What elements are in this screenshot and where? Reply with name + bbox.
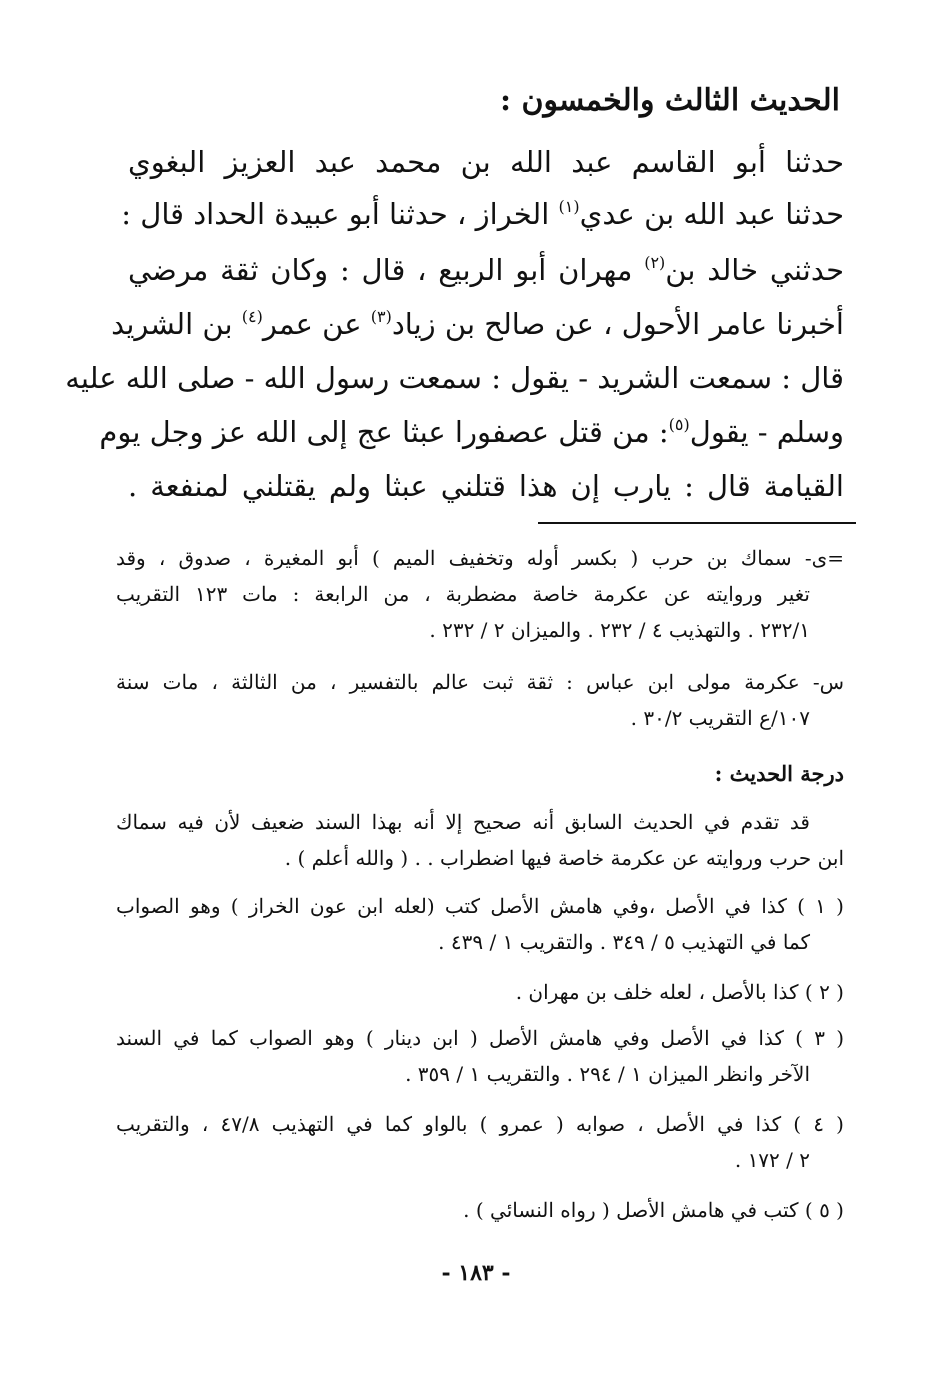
hadith-line-1: [128, 140, 844, 184]
hadith-line-2: [121, 192, 844, 236]
grade-heading: [116, 756, 844, 792]
footnote-marker-5: (٥): [668, 415, 690, 434]
hadith-line-6: [99, 410, 844, 454]
footnote-marker-4: (٤): [241, 307, 263, 326]
hadith-text: بن الشريد: [111, 307, 242, 341]
footnote-separator: [538, 522, 856, 524]
hadith-text: : من قتل عصفورا عبثا عج إلى الله عز وجل يوم: [99, 415, 669, 449]
note-line: =ى- سماك بن حرب ( بكسر أوله وتخفيف الميم ) أبو المغيرة ، صدوق ، وقد: [116, 546, 844, 570]
note-line: ( ٥ ) كتب في هامش الأصل ( رواه النسائي ) .: [463, 1198, 844, 1222]
note-line: قد تقدم في الحديث السابق أنه صحيح إلا أنه بهذا السند ضعيف لأن فيه سماك: [116, 810, 810, 834]
hadith-text: حدثني خالد بن: [665, 253, 844, 287]
note-line: تغير وروايته عن عكرمة خاصة مضطربة ، من الرابعة : مات ١٢٣ التقريب: [116, 582, 810, 606]
note-line: الآخر وانظر الميزان ١ / ٢٩٤ . والتقريب ١ / ٣٥٩ .: [405, 1062, 810, 1086]
hadith-text: الخراز ، حدثنا أبو عبيدة الحداد قال :: [121, 197, 559, 231]
hadith-text: قال : سمعت الشريد - يقول : سمعت رسول الله - صلى الله عليه: [65, 361, 844, 395]
footnote-5: [116, 1192, 844, 1228]
hadith-text: عن عمر: [262, 307, 371, 341]
note-line: ( ٣ ) كذا في الأصل وفي هامش الأصل ( ابن دينار ) وهو الصواب كما في السند: [116, 1026, 844, 1050]
note-line: ( ١ ) كذا في الأصل ،وفي هامش الأصل كتب (لعله ابن عون الخراز ) وهو الصواب: [116, 894, 844, 918]
hadith-text: وسلم - يقول: [689, 415, 844, 449]
note-simak: [116, 540, 844, 648]
note-line: س- عكرمة مولى ابن عباس : ثقة ثبت عالم بالتفسير ، من الثالثة ، مات سنة: [116, 670, 844, 694]
footnote-1: [116, 888, 844, 960]
page-number: - ١٨٣ -: [441, 1260, 511, 1286]
note-line: ١٠٧/ع التقريب ٣٠/٢ .: [630, 706, 810, 730]
note-line: ( ٤ ) كذا في الأصل ، صوابه ( عمرو ) بالواو كما في التهذيب ٤٧/٨ ، والتقريب: [116, 1112, 844, 1136]
hadith-line-3: [128, 248, 844, 292]
note-line: كما في التهذيب ٥ / ٣٤٩ . والتقريب ١ / ٤٣٩ .: [438, 930, 810, 954]
hadith-text: القيامة قال : يارب إن هذا قتلني عبثا ولم يقتلني لمنفعة .: [128, 469, 844, 503]
hadith-text: حدثنا أبو القاسم عبد الله بن محمد عبد العزيز البغوي: [128, 145, 844, 179]
hadith-line-4: [111, 302, 844, 346]
hadith-text: أخبرنا عامر الأحول ، عن صالح بن زياد: [391, 307, 844, 341]
footnote-marker-2: (٢): [644, 253, 666, 272]
footnote-4: [116, 1106, 844, 1178]
footnote-marker-3: (٣): [370, 307, 392, 326]
note-line: ٢ / ١٧٢ .: [734, 1148, 810, 1172]
note-line: ( ٢ ) كذا بالأصل ، لعله خلف بن مهران .: [515, 980, 844, 1004]
note-line: ٢٣٢/١ . والتهذيب ٤ / ٢٣٢ . والميزان ٢ / ٢٣٢ .: [429, 618, 810, 642]
grade-text: [116, 804, 844, 876]
footnote-marker-1: (١): [558, 197, 580, 216]
footnote-2: [116, 974, 844, 1010]
hadith-text: مهران أبو الربيع ، قال : وكان ثقة مرضي: [128, 253, 645, 287]
grade-heading-text: درجة الحديث :: [714, 761, 844, 786]
note-ikrima: [116, 664, 844, 736]
hadith-line-5: [65, 356, 844, 400]
hadith-text: حدثنا عبد الله بن عدي: [579, 197, 844, 231]
hadith-line-7: [128, 464, 844, 508]
hadith-title: الحديث الثالث والخمسون :: [499, 83, 840, 118]
note-line: ابن حرب وروايته عن عكرمة خاصة فيها اضطراب . . ( والله أعلم ) .: [284, 846, 844, 870]
footnote-3: [116, 1020, 844, 1092]
